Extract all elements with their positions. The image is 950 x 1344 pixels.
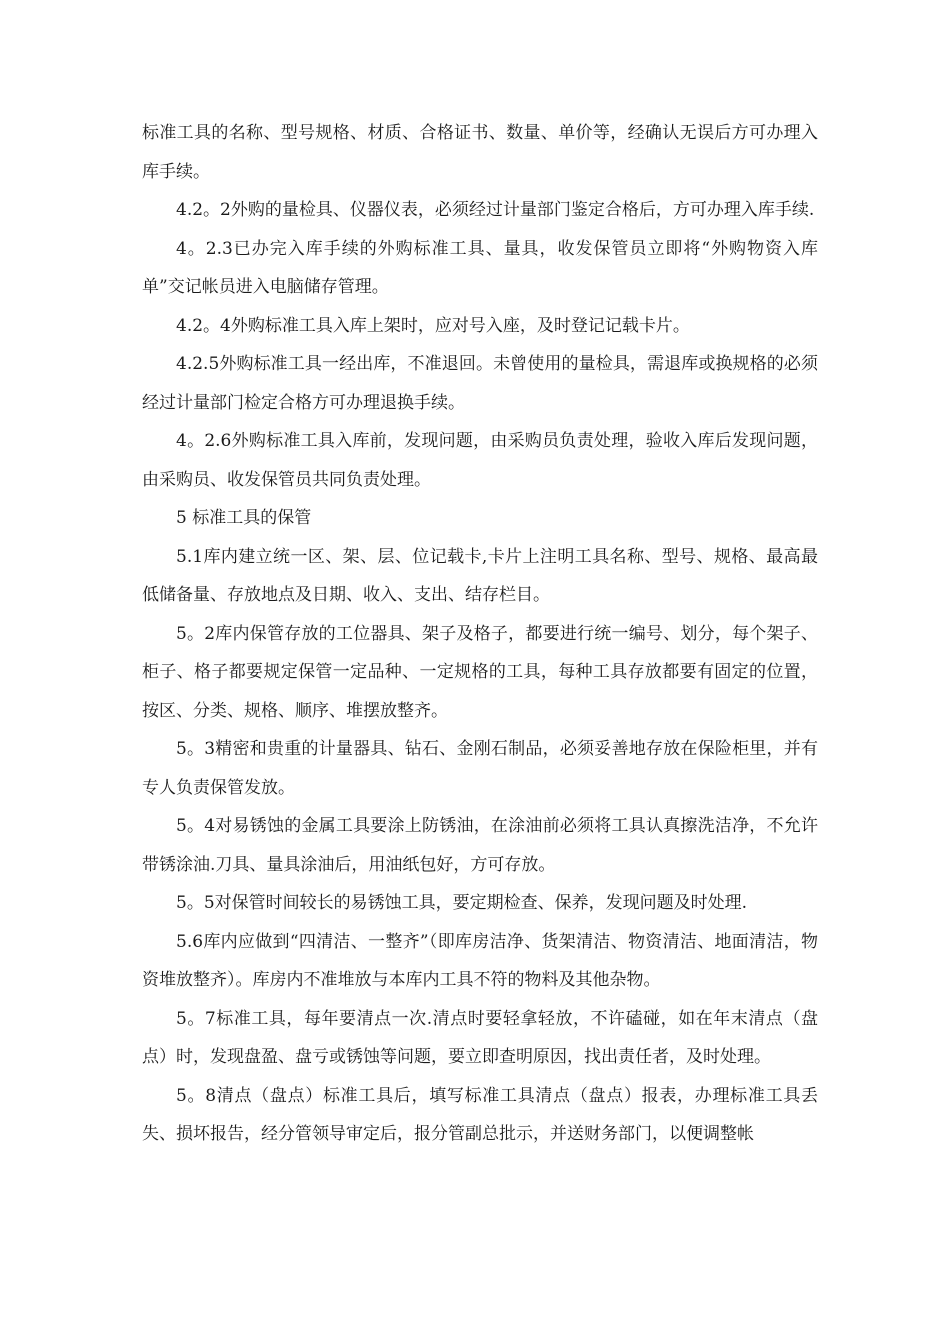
paragraph-4-2-3: 4。2.3已办完入库手续的外购标准工具、量具，收发保管员立即将“外购物资入库单”交记帐员进入电脑储存管理。 [142,238,818,297]
paragraph-5-4: 5。4对易锈蚀的金属工具要涂上防锈油，在涂油前必须将工具认真擦洗洁净，不允许带锈涂油.刀具、量具涂油后，用油纸包好，方可存放。 [142,816,818,875]
paragraph-5-8: 5。8清点（盘点）标准工具后，填写标准工具清点（盘点）报表，办理标准工具丢失、损坏报告，经分管领导审定后，报分管副总批示，并送财务部门，以便调整帐 [142,1085,818,1144]
paragraph-5-3: 5。3精密和贵重的计量器具、钻石、金刚石制品，必须妥善地存放在保险柜里，并有专人负责保管发放。 [142,739,818,798]
paragraph-4-2-2: 4.2。2外购的量检具、仪器仪表，必须经过计量部门鉴定合格后，方可办理入库手续. [176,200,815,220]
paragraph-5-7: 5。7标准工具，每年要清点一次.清点时要轻拿轻放，不许磕碰，如在年末清点（盘点）时，发现盘盈、盘亏或锈蚀等问题，要立即查明原因，找出责任者，及时处理。 [142,1008,818,1067]
paragraph-5-2: 5。2库内保管存放的工位器具、架子及格子，都要进行统一编号、划分，每个架子、柜子、格子都要规定保管一定品种、一定规格的工具，每种工具存放都要有固定的位置，按区、分类、规格、顺序、堆摆放整齐。 [142,623,818,721]
paragraph-4-2-6: 4。2.6外购标准工具入库前，发现问题，由采购员负责处理，验收入库后发现问题，由采购员、收发保管员共同负责处理。 [142,431,818,490]
paragraph-5-6: 5.6库内应做到“四清洁、一整齐”（即库房洁净、货架清洁、物资清洁、地面清洁，物资堆放整齐）。库房内不准堆放与本库内工具不符的物料及其他杂物。 [142,931,818,990]
section-heading-5: 5 标准工具的保管 [176,508,312,528]
paragraph-4-2-5: 4.2.5外购标准工具一经出库，不准退回。未曾使用的量检具，需退库或换规格的必须经过计量部门检定合格方可办理退换手续。 [142,354,818,413]
paragraph-continuation: 标准工具的名称、型号规格、材质、合格证书、数量、单价等，经确认无误后方可办理入库手续。 [142,123,818,182]
document-body [142,114,818,1154]
paragraph-5-1: 5.1库内建立统一区、架、层、位记载卡,卡片上注明工具名称、型号、规格、最高最低储备量、存放地点及日期、收入、支出、结存栏目。 [142,546,818,605]
paragraph-4-2-4: 4.2。4外购标准工具入库上架时，应对号入座，及时登记记载卡片。 [176,315,690,336]
paragraph-5-5: 5。5对保管时间较长的易锈蚀工具，要定期检查、保养，发现问题及时处理. [176,893,748,913]
